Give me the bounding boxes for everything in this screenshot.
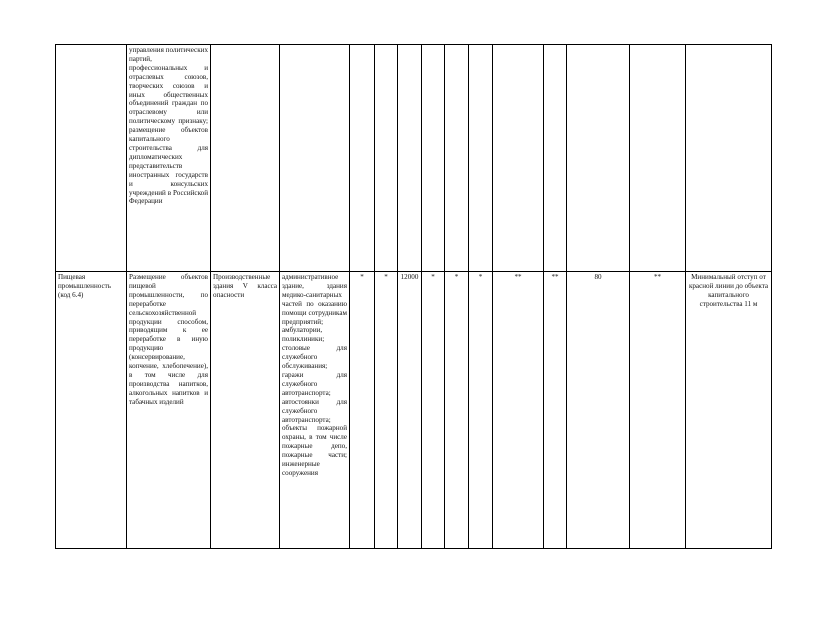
param-cell — [422, 45, 445, 272]
table-row — [56, 45, 772, 272]
use-description-cell: управления политических партий, профессиональных и отраслевых союзов, творческих союзов и иных общественных объединений граждан по отраслевому или политическому признаку; размещение объектов капитального строительства для дипломатических представительств иностранных государств и консульских учреждений в Российской Федерации — [127, 45, 211, 272]
main-use-cell — [211, 45, 280, 272]
main-use-cell: Производственные здания V класса опасности — [211, 272, 280, 549]
use-type-cell — [56, 45, 127, 272]
param-cell: * — [422, 272, 445, 549]
param-cell: * — [350, 272, 375, 549]
use-description-cell: Размещение объектов пищевой промышленности, по переработке сельскохозяйственной продукции способом, приводящим к ее переработке в иную продукцию (консервирование, копчение, хлебопечение), в том числе для производства напитков, алкогольных напитков и табачных изделий — [127, 272, 211, 549]
param-cell — [375, 45, 398, 272]
param-cell: * — [445, 272, 469, 549]
restrictions-cell — [686, 45, 772, 272]
param-cell: ** — [630, 272, 686, 549]
param-cell: 12000 — [398, 272, 422, 549]
param-cell: * — [469, 272, 493, 549]
auxiliary-use-cell — [280, 45, 350, 272]
param-cell: 80 — [567, 272, 630, 549]
param-cell — [350, 45, 375, 272]
land-use-regulations-table — [55, 44, 772, 549]
param-cell: * — [375, 272, 398, 549]
param-cell: ** — [493, 272, 544, 549]
param-cell — [398, 45, 422, 272]
param-cell: ** — [544, 272, 567, 549]
param-cell — [567, 45, 630, 272]
param-cell — [630, 45, 686, 272]
use-type-cell: Пищевая промышленность (код 6.4) — [56, 272, 127, 549]
auxiliary-use-cell: административное здание, здания медико-санитарных частей по оказанию помощи сотрудникам предприятий; амбулатории, поликлиники; столовые для служебного обслуживания; гаражи для служебного автотранспорта; автостоянки для служебного автотранспорта; объекты пожарной охраны, в том числе пожарные депо, пожарные части; инженерные сооружения — [280, 272, 350, 549]
table-row — [56, 272, 772, 549]
param-cell — [469, 45, 493, 272]
restrictions-cell: Минимальный отступ от красной линии до объекта капитального строительства 11 м — [686, 272, 772, 549]
param-cell — [544, 45, 567, 272]
param-cell — [445, 45, 469, 272]
param-cell — [493, 45, 544, 272]
